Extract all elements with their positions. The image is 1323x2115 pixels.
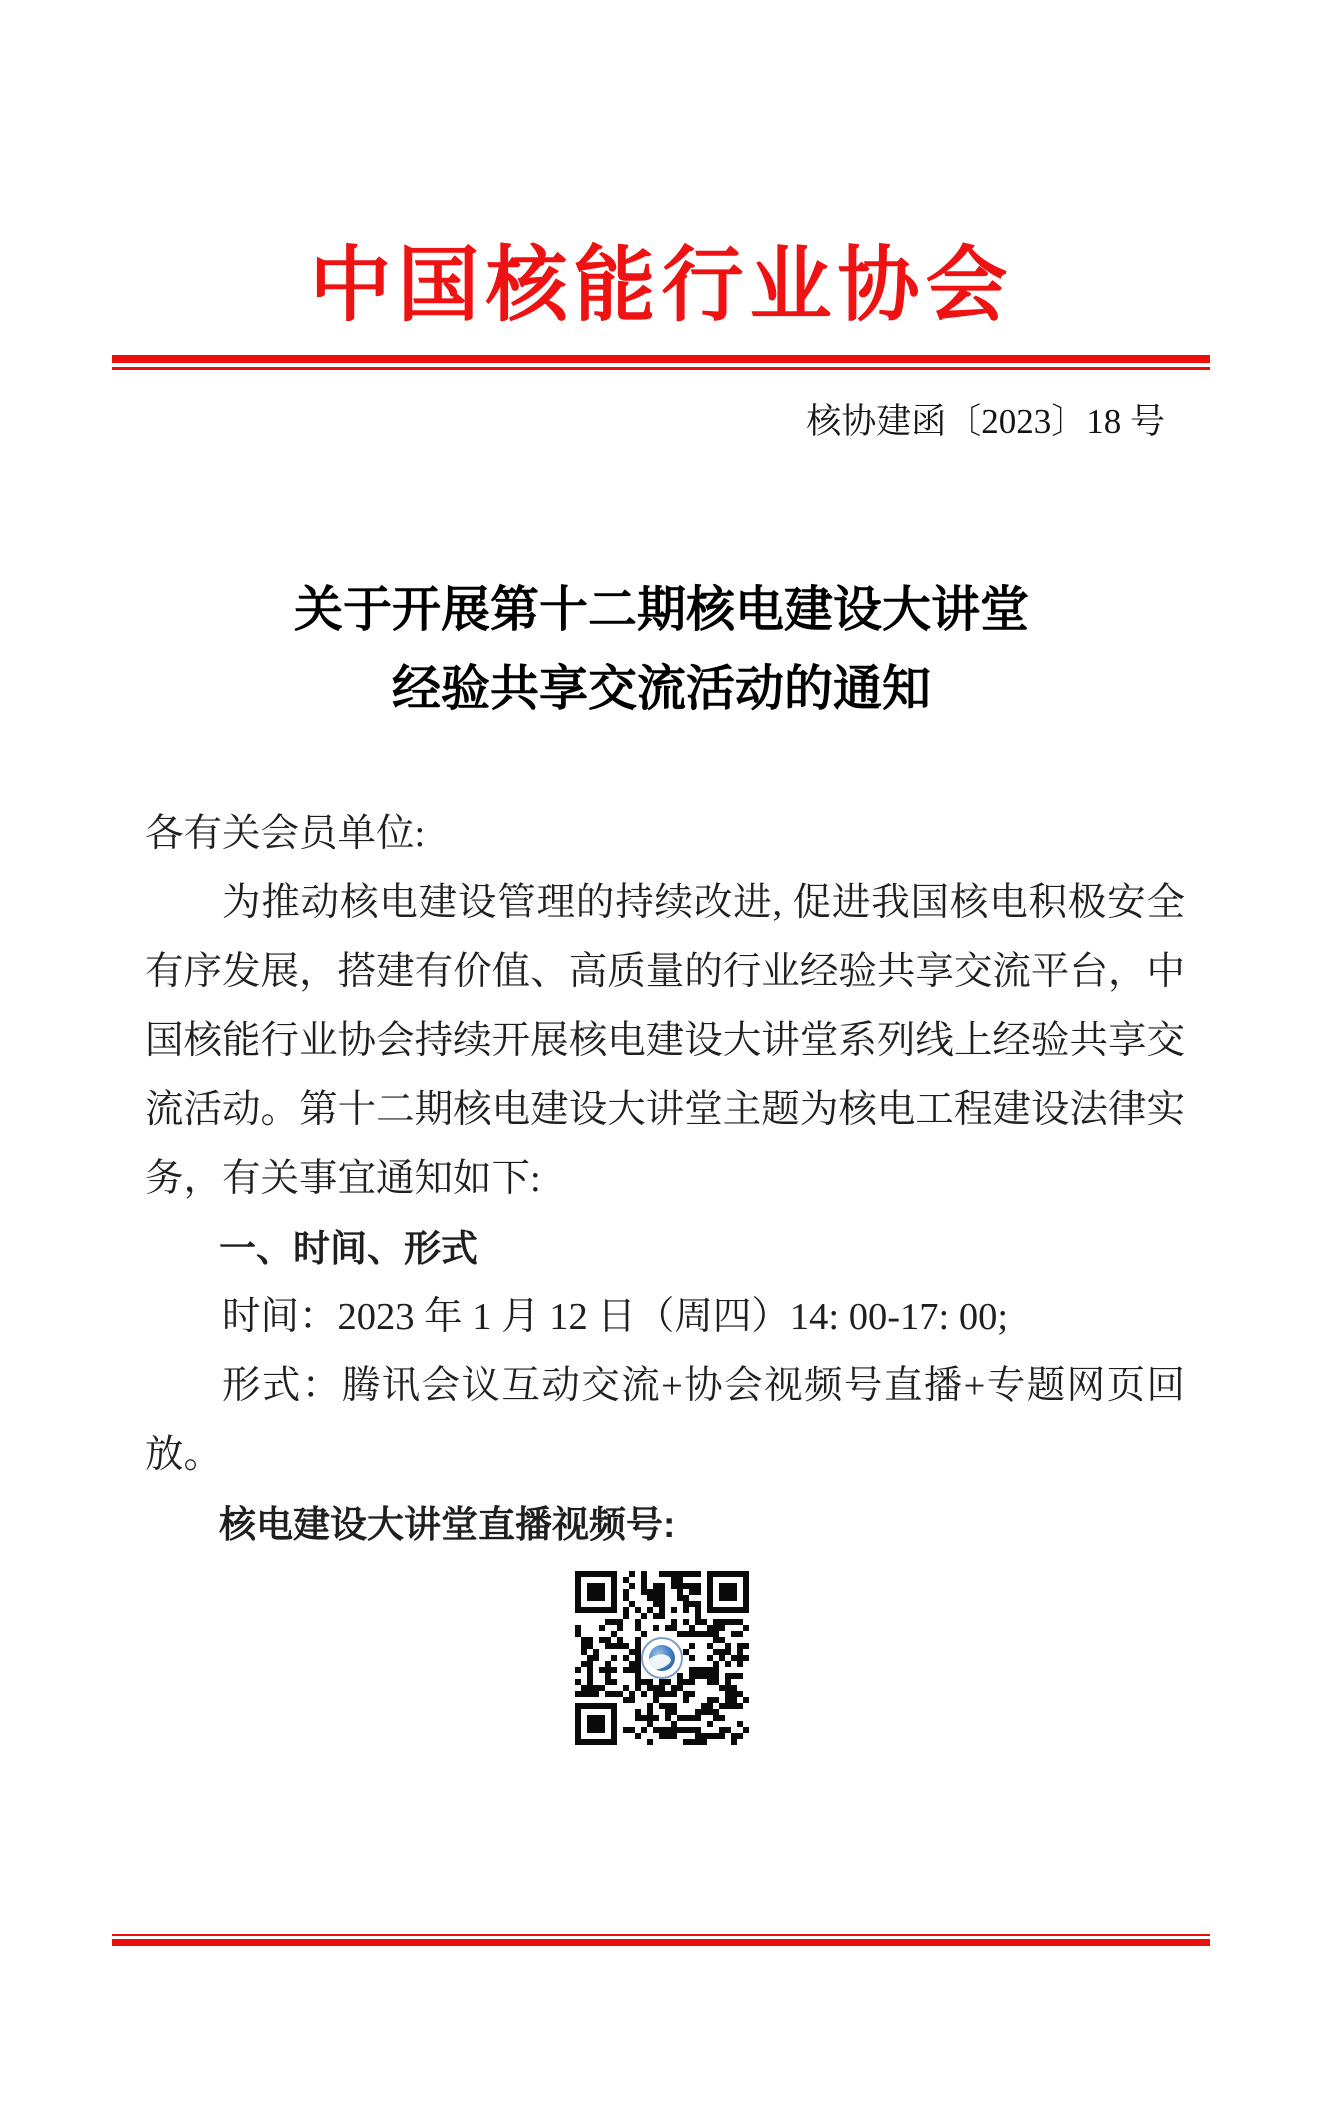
section-heading-time-format: 一、时间、形式: [219, 1228, 478, 1269]
document-page: [0, 240, 1323, 2115]
qr-code: [575, 1571, 749, 1745]
intro-paragraph: 为推动核电建设管理的持续改进, 促进我国核电积极安全有序发展，搭建有价值、高质量的行业经验共享交流平台，中国核能行业协会持续开展核电建设大讲堂系列线上经验共享交流活动。第十二期核电建设大讲堂主题为核电工程建设法律实务，有关事宜通知如下:: [145, 882, 1185, 1200]
document-body: [145, 800, 1185, 1559]
qr-caption: 核电建设大讲堂直播视频号:: [219, 1504, 676, 1545]
association-globe-logo-icon: [641, 1637, 683, 1679]
footer-double-rule: [112, 1934, 1210, 1946]
format-line: 形式：腾讯会议互动交流+协会视频号直播+专题网页回放。: [145, 1365, 1185, 1476]
letterhead-double-rule: [112, 355, 1210, 370]
rule-thick: [112, 355, 1210, 363]
document-title: [0, 570, 1323, 728]
document-title-line2: 经验共享交流活动的通知: [391, 661, 931, 716]
document-title-line1: 关于开展第十二期核电建设大讲堂: [293, 582, 1029, 637]
rule-thick: [112, 1939, 1210, 1946]
document-number: 核协建函〔2023〕18 号: [806, 402, 1165, 441]
globe-swirl-icon: [649, 1645, 675, 1671]
rule-thin: [112, 367, 1210, 370]
salutation: 各有关会员单位:: [145, 813, 426, 855]
letterhead-org-name: 中国核能行业协会: [309, 240, 1014, 331]
time-line: 时间：2023 年 1 月 12 日（周四）14: 00-17: 00;: [222, 1296, 1009, 1338]
